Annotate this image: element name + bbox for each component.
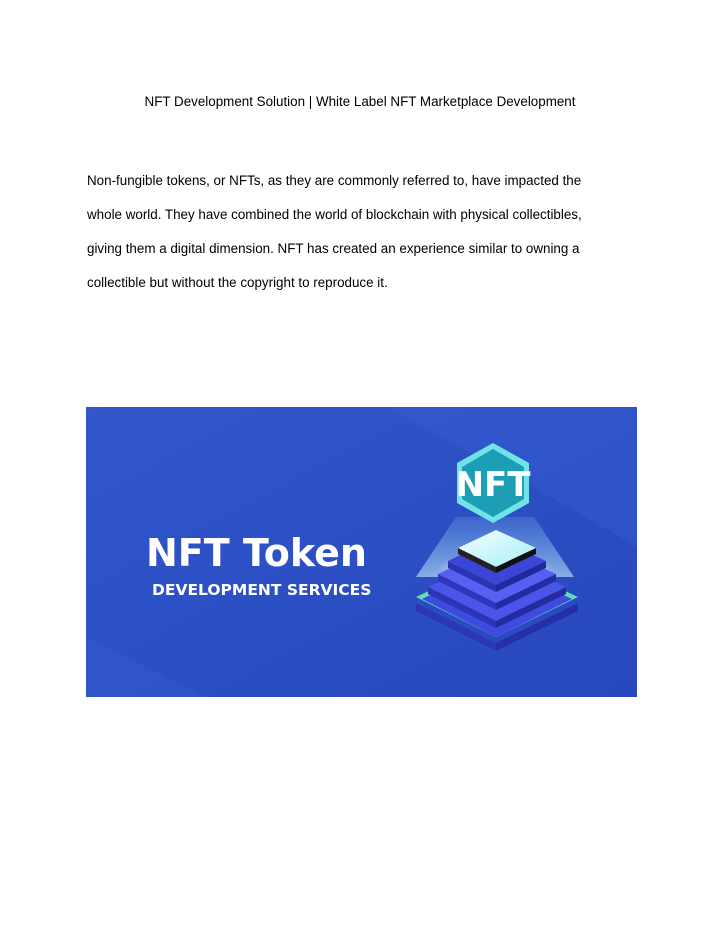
paragraph-line: collectible but without the copyright to reproduce it.	[87, 275, 388, 290]
nft-token-banner	[86, 407, 637, 697]
paragraph-line: whole world. They have combined the world of blockchain with physical collectibles,	[87, 207, 582, 222]
banner-graphic	[86, 407, 637, 697]
document-title: NFT Development Solution | White Label NFT Marketplace Development	[144, 94, 576, 109]
paragraph-line: giving them a digital dimension. NFT has created an experience similar to owning a	[87, 241, 580, 256]
banner-heading: NFT Token	[146, 531, 367, 575]
banner-subheading: DEVELOPMENT SERVICES	[152, 581, 372, 599]
paragraph-line: Non-fungible tokens, or NFTs, as they are commonly referred to, have impacted the	[87, 173, 582, 188]
nft-badge-text: NFT	[455, 465, 531, 505]
document-paragraph	[87, 164, 647, 300]
